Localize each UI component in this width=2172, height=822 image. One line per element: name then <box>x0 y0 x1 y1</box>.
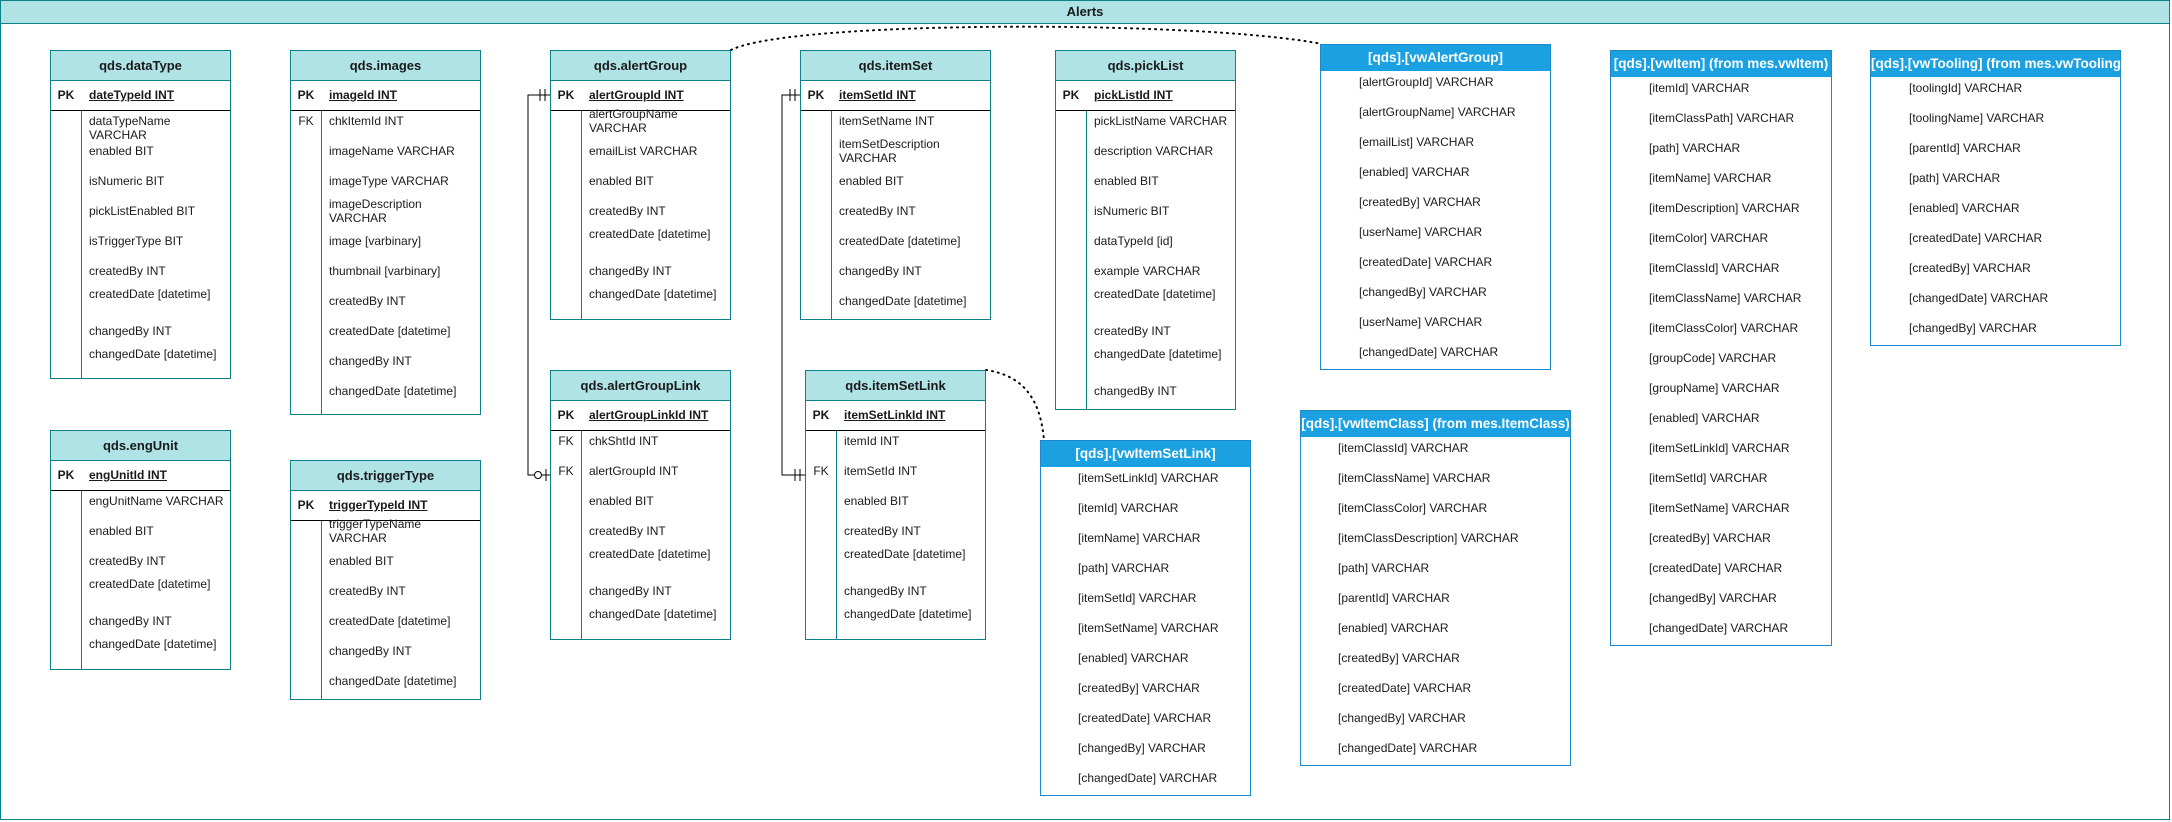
field-list <box>806 431 985 639</box>
entity-triggerType[interactable] <box>290 460 481 700</box>
view-field: [itemDescription] VARCHAR <box>1649 201 1800 215</box>
diagram-title: Alerts <box>1 1 2169 24</box>
field: createdBy INT <box>839 204 916 218</box>
view-field: [itemName] VARCHAR <box>1078 531 1201 545</box>
field-list <box>551 107 730 319</box>
entity-pickList[interactable] <box>1055 50 1236 410</box>
view-field: [enabled] VARCHAR <box>1338 621 1449 635</box>
primary-key-row <box>51 81 230 111</box>
field: itemId INT <box>844 434 900 448</box>
pk-label: PK <box>297 88 315 102</box>
field: changedBy INT <box>839 264 922 278</box>
primary-key-row <box>291 81 480 111</box>
field: changedDate [datetime] <box>329 384 457 398</box>
view-field: [changedBy] VARCHAR <box>1359 285 1487 299</box>
field: createdDate [datetime] <box>589 227 711 241</box>
pk-field: triggerTypeId INT <box>329 498 428 512</box>
entity-title: qds.images <box>291 51 480 81</box>
view-field: [changedDate] VARCHAR <box>1078 771 1218 785</box>
field: enabled BIT <box>89 524 154 538</box>
view-field: [itemClassId] VARCHAR <box>1338 441 1469 455</box>
field-list <box>291 111 480 414</box>
view-field: [path] VARCHAR <box>1338 561 1430 575</box>
view-field: [createdDate] VARCHAR <box>1338 681 1472 695</box>
field: itemSetId INT <box>844 464 918 478</box>
pk-label: PK <box>297 498 315 512</box>
field-list <box>51 491 230 669</box>
view-field: [changedDate] VARCHAR <box>1338 741 1478 755</box>
view-title: [qds].[vwItemSetLink] <box>1041 441 1250 467</box>
view-field: [itemId] VARCHAR <box>1649 81 1750 95</box>
view-field: [itemClassName] VARCHAR <box>1338 471 1491 485</box>
view-field: [groupName] VARCHAR <box>1649 381 1780 395</box>
view-field: [toolingName] VARCHAR <box>1909 111 2045 125</box>
view-field: [createdBy] VARCHAR <box>1338 651 1460 665</box>
view-field: [createdDate] VARCHAR <box>1649 561 1783 575</box>
field: chkItemId INT <box>329 114 404 128</box>
view-field: [changedBy] VARCHAR <box>1909 321 2037 335</box>
field: changedBy INT <box>844 584 927 598</box>
field: createdDate [datetime] <box>844 547 966 561</box>
pk-label: PK <box>557 408 575 422</box>
key-column-divider <box>81 491 82 669</box>
view-field: [createdBy] VARCHAR <box>1909 261 2031 275</box>
pk-label: PK <box>1062 88 1080 102</box>
view-field: [itemClassColor] VARCHAR <box>1649 321 1799 335</box>
field-list <box>51 111 230 378</box>
view-vwItem[interactable] <box>1610 50 1832 646</box>
field: enabled BIT <box>844 494 909 508</box>
view-field: [path] VARCHAR <box>1649 141 1741 155</box>
field: thumbnail [varbinary] <box>329 264 441 278</box>
field: changedBy INT <box>329 644 412 658</box>
pk-field: dateTypeId INT <box>89 88 175 102</box>
field: changedBy INT <box>89 614 172 628</box>
field: isNumeric BIT <box>1094 204 1170 218</box>
field: createdDate [datetime] <box>89 577 211 591</box>
view-field: [itemClassId] VARCHAR <box>1649 261 1780 275</box>
primary-key-row <box>1056 81 1235 111</box>
field: createdBy INT <box>89 554 166 568</box>
fk-label: FK <box>558 434 574 448</box>
field: alertGroupId INT <box>589 464 679 478</box>
itemsetlink-view-association <box>986 370 1044 440</box>
field: changedDate [datetime] <box>839 294 967 308</box>
entity-title: qds.alertGroup <box>551 51 730 81</box>
view-field: [createdBy] VARCHAR <box>1649 531 1771 545</box>
field-list <box>1056 111 1235 409</box>
field: changedBy INT <box>89 324 172 338</box>
pk-label: PK <box>807 88 825 102</box>
view-field: [changedDate] VARCHAR <box>1359 345 1499 359</box>
view-field: [itemSetId] VARCHAR <box>1078 591 1197 605</box>
view-title: [qds].[vwItemClass] (from mes.ItemClass) <box>1301 411 1570 437</box>
entity-title: qds.pickList <box>1056 51 1235 81</box>
field: changedDate [datetime] <box>589 607 717 621</box>
field: triggerTypeName VARCHAR <box>329 517 422 545</box>
field: changedDate [datetime] <box>89 347 217 361</box>
entity-title: qds.engUnit <box>51 431 230 461</box>
alertgroup-link-line <box>528 95 550 475</box>
field: emailList VARCHAR <box>589 144 698 158</box>
entity-alertGroup[interactable] <box>550 50 731 320</box>
field: createdBy INT <box>589 204 666 218</box>
field: isTriggerType BIT <box>89 234 184 248</box>
field-list <box>551 431 730 639</box>
view-field: [changedBy] VARCHAR <box>1078 741 1206 755</box>
view-field: [itemClassDescription] VARCHAR <box>1338 531 1519 545</box>
view-vwTooling[interactable] <box>1870 50 2126 346</box>
view-title: [qds].[vwItem] (from mes.vwItem) <box>1611 51 1831 77</box>
view-field: [createdBy] VARCHAR <box>1078 681 1200 695</box>
fk-label: FK <box>813 464 829 478</box>
view-field: [path] VARCHAR <box>1078 561 1170 575</box>
field: enabled BIT <box>329 554 394 568</box>
pk-label: PK <box>57 468 75 482</box>
field: changedBy INT <box>1094 384 1177 398</box>
entity-title: qds.alertGroupLink <box>551 371 730 401</box>
view-field: [itemSetLinkId] VARCHAR <box>1078 471 1219 485</box>
field: createdBy INT <box>589 524 666 538</box>
field: createdBy INT <box>1094 324 1171 338</box>
key-column-divider <box>81 111 82 378</box>
field: createdBy INT <box>329 294 406 308</box>
field: changedDate [datetime] <box>89 637 217 651</box>
primary-key-row <box>806 401 985 431</box>
view-field: [enabled] VARCHAR <box>1649 411 1760 425</box>
field: changedBy INT <box>329 354 412 368</box>
pk-field: itemSetLinkId INT <box>844 408 946 422</box>
view-field: [enabled] VARCHAR <box>1078 651 1189 665</box>
pk-label: PK <box>57 88 75 102</box>
field: createdDate [datetime] <box>589 547 711 561</box>
field: pickListName VARCHAR <box>1094 114 1228 128</box>
field: itemSetDescription VARCHAR <box>839 137 940 165</box>
field: createdBy INT <box>329 584 406 598</box>
key-column-divider <box>1086 111 1087 409</box>
view-title: [qds].[vwTooling] (from mes.vwTooling) <box>1871 51 2120 77</box>
view-field: [itemSetName] VARCHAR <box>1649 501 1790 515</box>
field: description VARCHAR <box>1094 144 1214 158</box>
view-vwItemSetLink[interactable] <box>1040 440 1251 796</box>
zero-optional-marker <box>535 472 542 479</box>
field: createdDate [datetime] <box>839 234 961 248</box>
pk-field: imageId INT <box>329 88 398 102</box>
pk-label: PK <box>557 88 575 102</box>
view-field: [itemClassColor] VARCHAR <box>1338 501 1488 515</box>
entity-images[interactable] <box>290 50 481 415</box>
field: chkShtId INT <box>589 434 659 448</box>
view-vwAlertGroup[interactable] <box>1320 44 1551 370</box>
entity-title: qds.triggerType <box>291 461 480 491</box>
primary-key-row <box>801 81 990 111</box>
pk-field: engUnitId INT <box>89 468 167 482</box>
field: changedDate [datetime] <box>329 674 457 688</box>
view-field: [changedDate] VARCHAR <box>1649 621 1789 635</box>
field: alertGroupName VARCHAR <box>589 107 678 135</box>
view-field: [changedBy] VARCHAR <box>1649 591 1777 605</box>
view-field: [alertGroupId] VARCHAR <box>1359 75 1494 89</box>
field: example VARCHAR <box>1094 264 1201 278</box>
field: createdDate [datetime] <box>329 614 451 628</box>
entity-title: qds.dataType <box>51 51 230 81</box>
field: dataTypeName VARCHAR <box>89 114 171 142</box>
view-field: [itemName] VARCHAR <box>1649 171 1772 185</box>
view-field: [createdDate] VARCHAR <box>1078 711 1212 725</box>
entity-title: qds.itemSetLink <box>806 371 985 401</box>
view-field: [itemSetName] VARCHAR <box>1078 621 1219 635</box>
field: changedDate [datetime] <box>844 607 972 621</box>
view-field: [itemClassName] VARCHAR <box>1649 291 1802 305</box>
fk-label: FK <box>558 464 574 478</box>
field: createdDate [datetime] <box>329 324 451 338</box>
view-field: [toolingId] VARCHAR <box>1909 81 2023 95</box>
view-field: [itemClassPath] VARCHAR <box>1649 111 1795 125</box>
view-field: [parentId] VARCHAR <box>1338 591 1450 605</box>
field: changedBy INT <box>589 264 672 278</box>
view-field: [createdDate] VARCHAR <box>1909 231 2043 245</box>
view-field: [itemColor] VARCHAR <box>1649 231 1769 245</box>
field: createdBy INT <box>89 264 166 278</box>
view-field: [alertGroupName] VARCHAR <box>1359 105 1516 119</box>
view-field: [parentId] VARCHAR <box>1909 141 2021 155</box>
pk-field: itemSetId INT <box>839 88 916 102</box>
field: enabled BIT <box>89 144 154 158</box>
view-field: [userName] VARCHAR <box>1359 315 1483 329</box>
entity-itemSetLink[interactable] <box>805 370 986 640</box>
field: engUnitName VARCHAR <box>89 494 224 508</box>
field-list <box>291 517 480 699</box>
view-field: [createdBy] VARCHAR <box>1359 195 1481 209</box>
field: imageName VARCHAR <box>329 144 455 158</box>
entity-alertGroupLink[interactable] <box>550 370 731 640</box>
view-title: [qds].[vwAlertGroup] <box>1321 45 1550 71</box>
field: createdDate [datetime] <box>1094 287 1216 301</box>
entity-engUnit[interactable] <box>50 430 231 670</box>
pk-field: alertGroupId INT <box>589 88 684 102</box>
view-field: [createdDate] VARCHAR <box>1359 255 1493 269</box>
primary-key-row <box>551 401 730 431</box>
view-field: [itemSetLinkId] VARCHAR <box>1649 441 1790 455</box>
entity-itemSet[interactable] <box>800 50 991 320</box>
field: enabled BIT <box>1094 174 1159 188</box>
fk-label: FK <box>298 114 314 128</box>
pk-label: PK <box>812 408 830 422</box>
view-vwItemClass[interactable] <box>1300 410 1571 766</box>
key-column-divider <box>321 521 322 699</box>
field: imageType VARCHAR <box>329 174 449 188</box>
view-field: [changedBy] VARCHAR <box>1338 711 1466 725</box>
field: changedBy INT <box>589 584 672 598</box>
view-field: [itemSetId] VARCHAR <box>1649 471 1768 485</box>
entity-title: qds.itemSet <box>801 51 990 81</box>
field: dataTypeId [id] <box>1094 234 1173 248</box>
field: changedDate [datetime] <box>589 287 717 301</box>
key-column-divider <box>831 111 832 319</box>
view-field: [path] VARCHAR <box>1909 171 2001 185</box>
primary-key-row <box>51 461 230 491</box>
field: enabled BIT <box>589 494 654 508</box>
field: createdBy INT <box>844 524 921 538</box>
key-column-divider <box>836 431 837 639</box>
view-field: [enabled] VARCHAR <box>1909 201 2020 215</box>
view-field: [emailList] VARCHAR <box>1359 135 1475 149</box>
view-field: [changedDate] VARCHAR <box>1909 291 2049 305</box>
field: itemSetName INT <box>839 114 935 128</box>
field: enabled BIT <box>839 174 904 188</box>
field-list <box>801 111 990 319</box>
field: changedDate [datetime] <box>1094 347 1222 361</box>
view-field: [userName] VARCHAR <box>1359 225 1483 239</box>
field: imageDescription VARCHAR <box>329 197 422 225</box>
pk-field: pickListId INT <box>1094 88 1173 102</box>
field: pickListEnabled BIT <box>89 204 196 218</box>
key-column-divider <box>321 111 322 414</box>
field: createdDate [datetime] <box>89 287 211 301</box>
pk-field: alertGroupLinkId INT <box>589 408 709 422</box>
view-field: [groupCode] VARCHAR <box>1649 351 1777 365</box>
key-column-divider <box>581 111 582 319</box>
key-column-divider <box>581 431 582 639</box>
entity-dataType[interactable] <box>50 50 231 379</box>
view-field: [enabled] VARCHAR <box>1359 165 1470 179</box>
alertgroup-view-association <box>731 27 1322 50</box>
field: isNumeric BIT <box>89 174 165 188</box>
field: enabled BIT <box>589 174 654 188</box>
view-field: [itemId] VARCHAR <box>1078 501 1179 515</box>
field: image [varbinary] <box>329 234 422 248</box>
